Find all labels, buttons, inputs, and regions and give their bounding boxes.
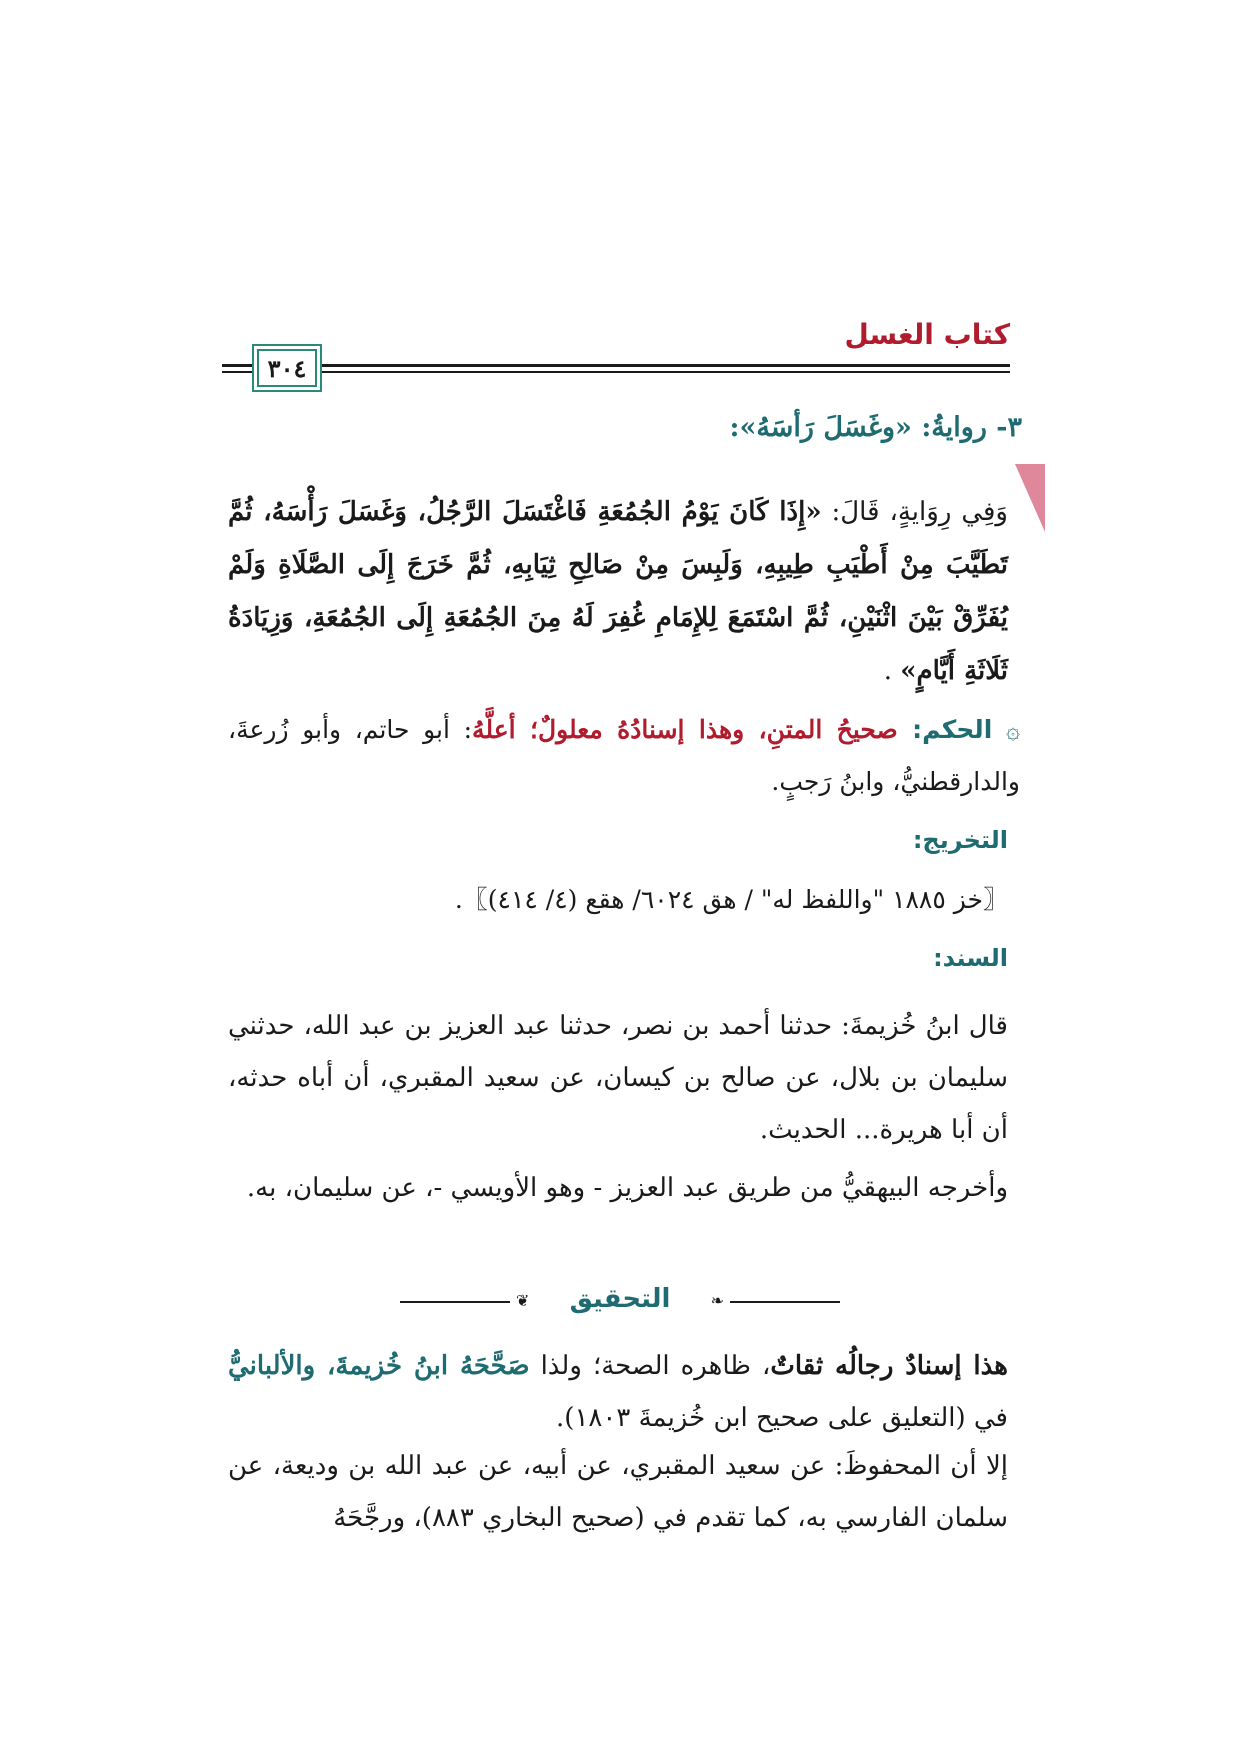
ruling-verdict: صحيحُ المتنِ، وهذا إسنادُهُ معلولٌ؛ أعلَّهُ — [472, 715, 898, 744]
book-title: كتاب الغسل — [844, 318, 1010, 351]
ornament-icon: ۞ — [1005, 716, 1020, 744]
page-number-badge — [252, 344, 322, 392]
takhrij-heading: التخريج: — [912, 826, 1008, 854]
tahqiq-paragraph-2: إلا أن المحفوظَ: عن سعيد المقبري، عن أبيه، عن عبد الله بن وديعة، عن سلمان الفارسي به، كما تقدم في (صحيح البخاري ٨٨٣)، ورجَّحَهُ — [228, 1451, 1008, 1533]
section-heading: ٣- روايةُ: «وغَسَلَ رَأسَهُ»: — [729, 412, 1022, 443]
tahqiq-highlight: صَحَّحَهُ ابنُ خُزيمةَ، والألبانيُّ — [228, 1351, 530, 1381]
ornament-icon: ❦ — [516, 1291, 530, 1310]
tahqiq-paragraph — [228, 1340, 1008, 1444]
header-rule — [222, 371, 1010, 373]
tahqiq-tail: في (التعليق على صحيح ابن خُزيمةَ ١٨٠٣). — [556, 1403, 1008, 1433]
page-header — [222, 318, 1010, 398]
hadith-body: «إِذَا كَانَ يَوْمُ الجُمُعَةِ فَاغْتَسَلَ الرَّجُلُ، وَغَسَلَ رَأْسَهُ، ثُمَّ تَطَيَّبَ مِنْ أَطْيَبِ طِيبِهِ، وَلَبِسَ مِنْ صَالِحِ ثِيَابِهِ، ثُمَّ خَرَجَ إِلَى الصَّلَاةِ وَلَمْ يُفَرِّقْ بَيْنَ اثْنَيْنِ، ثُمَّ اسْتَمَعَ لِلإِمَامِ غُفِرَ لَهُ مِنَ الجُمُعَةِ إِلَى الجُمُعَةِ، وَزِيَادَةُ ثَلَاثَةِ أَيَّامٍ» — [228, 497, 1008, 686]
sanad-heading: السند: — [933, 944, 1008, 972]
ruling-label: الحكم: — [897, 715, 993, 744]
sanad-paragraph-2: وأخرجه البيهقيُّ من طريق عبد العزيز - وهو الأويسي -، عن سليمان، به. — [246, 1173, 1008, 1203]
ornament-icon: ❧ — [710, 1291, 724, 1310]
tahqiq-bold: هذا إسنادٌ رجالُه ثقاتٌ — [770, 1351, 1008, 1381]
sanad-paragraph: قال ابنُ خُزيمةَ: حدثنا أحمد بن نصر، حدثنا عبد العزيز بن عبد الله، حدثني سليمان بن بلال، عن صالح بن كيسان، عن سعيد المقبري، أن أباه حدثه، أن أبا هريرة... الحديث. — [228, 1011, 1008, 1145]
hadith-corner-ornament — [1015, 464, 1045, 532]
tahqiq-heading: التحقيق — [569, 1284, 671, 1314]
ruling-paragraph — [228, 704, 1020, 808]
divider-line — [730, 1301, 840, 1303]
tahqiq-divider — [400, 1282, 840, 1322]
hadith-end: . — [883, 656, 901, 686]
header-rule — [222, 364, 1010, 367]
page-number: ٣٠٤ — [267, 353, 307, 383]
tahqiq-middle: ، ظاهره الصحة؛ ولذا — [529, 1351, 771, 1381]
takhrij-body: 〖خز ١٨٨٥ "واللفظ له" / هق ٦٠٢٤/ هقع (٤/ ٤١٤)〗. — [454, 885, 1008, 914]
hadith-intro: وَفِي رِوَايةٍ، قَالَ: — [821, 497, 1008, 527]
hadith-text — [228, 486, 1008, 698]
ruling-rest: : أبو حاتم، وأبو زُرعةَ، والدارقطنيُّ، وابنُ رَجبٍ. — [228, 715, 1020, 796]
